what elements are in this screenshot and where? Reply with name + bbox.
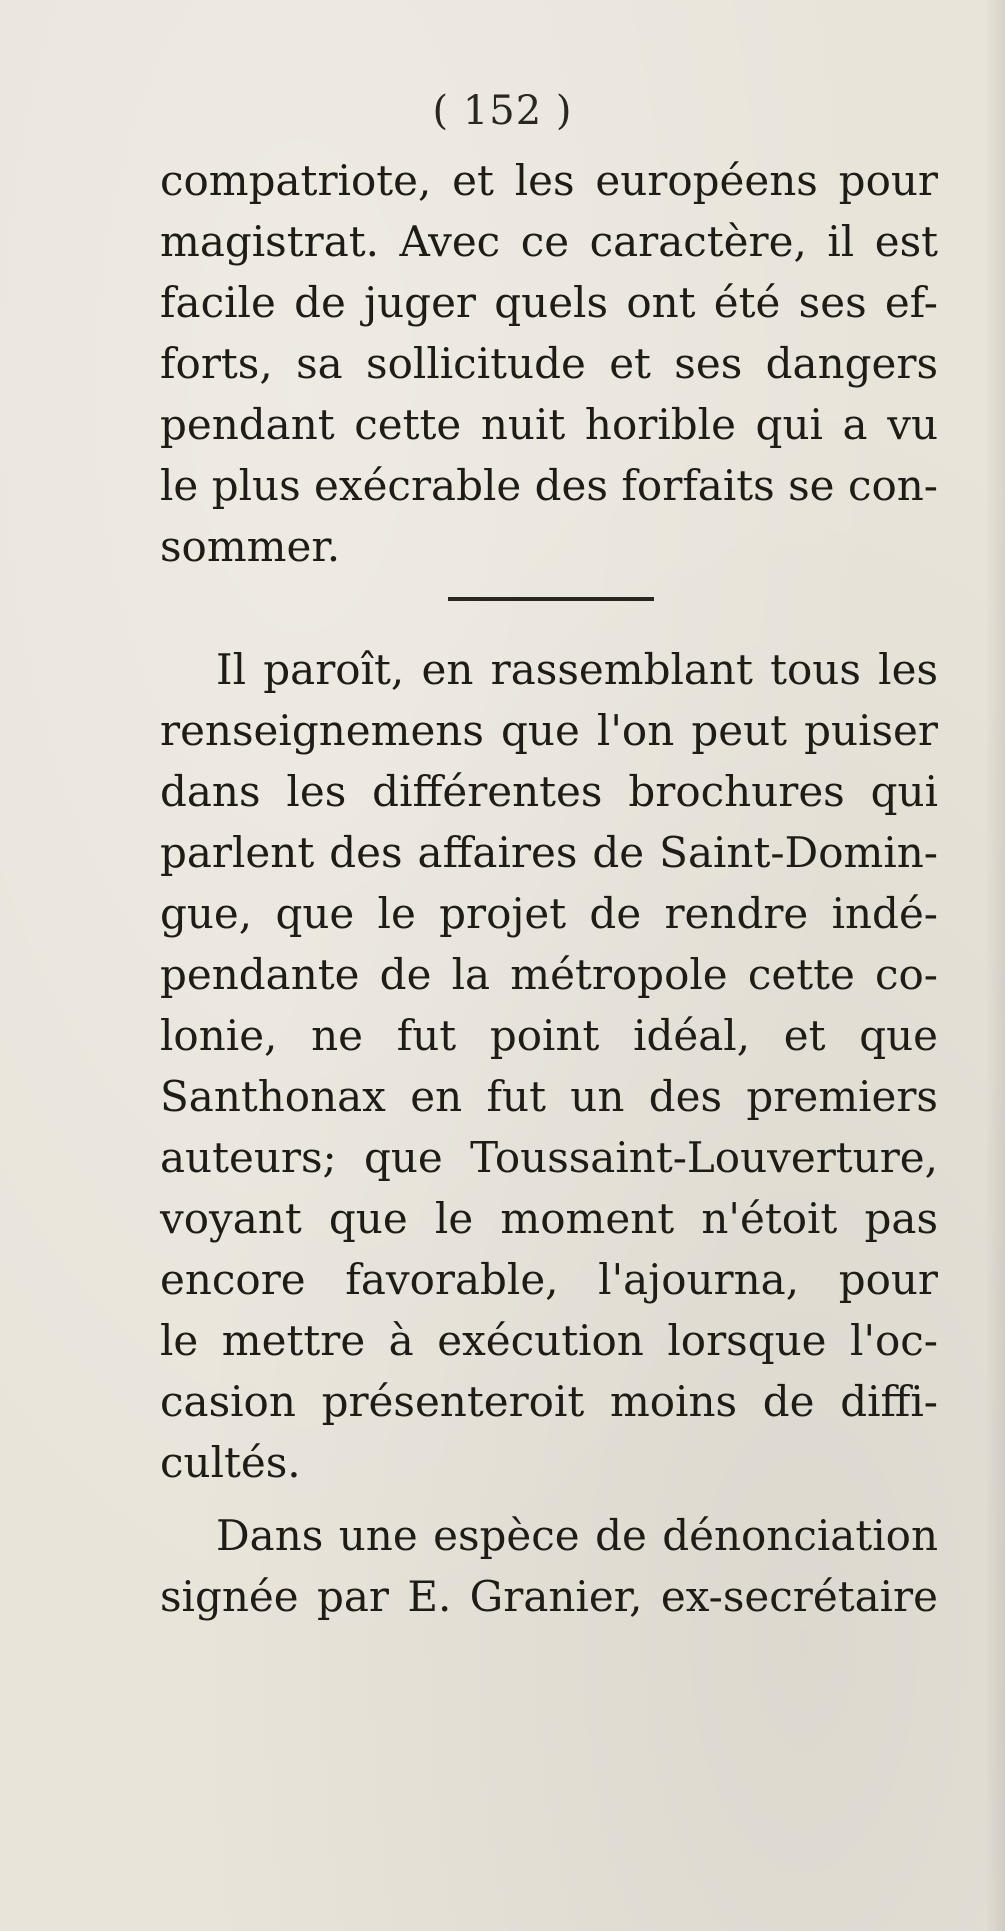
text-line: le mettre à exécution lorsque l'oc-: [160, 1316, 938, 1365]
text-line: magistrat. Avec ce caractère, il est: [160, 217, 938, 266]
text-line: compatriote, et les européens pour: [160, 156, 938, 205]
paragraph-1: [160, 150, 938, 577]
text-line: parlent des affaires de Saint-Domin-: [160, 828, 938, 877]
text-line: auteurs; que Toussaint-Louverture,: [160, 1133, 938, 1182]
text-line: dans les différentes brochures qui: [160, 767, 938, 816]
text-line: casion présenteroit moins de diffi-: [160, 1377, 938, 1426]
text-line: Dans une espèce de dénonciation: [216, 1511, 938, 1560]
text-line: renseignemens que l'on peut puiser: [160, 706, 938, 755]
text-line: facile de juger quels ont été ses ef-: [160, 278, 938, 327]
text-line: Il paroît, en rassemblant tous les: [216, 645, 938, 694]
text-line: voyant que le moment n'étoit pas: [160, 1194, 938, 1243]
body-text: [160, 150, 938, 1627]
text-line: pendante de la métropole cette co-: [160, 950, 938, 999]
text-line: le plus exécrable des forfaits se con-: [160, 461, 938, 510]
text-line: cultés.: [160, 1438, 301, 1487]
paragraph-3: [160, 1505, 938, 1627]
text-line: encore favorable, l'ajourna, pour: [160, 1255, 938, 1304]
text-line: lonie, ne fut point idéal, et que: [160, 1011, 938, 1060]
text-line: sommer.: [160, 522, 341, 571]
page-number: ( 152 ): [432, 88, 573, 134]
paragraph-2: [160, 639, 938, 1493]
text-line: forts, sa sollicitude et ses dangers: [160, 339, 938, 388]
spacer: [160, 601, 938, 639]
text-line: signée par E. Granier, ex-secrétaire: [160, 1572, 938, 1621]
page-edge-shadow: [985, 0, 1005, 1931]
text-line: Santhonax en fut un des premiers: [160, 1072, 938, 1121]
text-line: gue, que le projet de rendre indé-: [160, 889, 938, 938]
text-line: pendant cette nuit horible qui a vu: [160, 400, 938, 449]
spacer: [160, 1493, 938, 1505]
